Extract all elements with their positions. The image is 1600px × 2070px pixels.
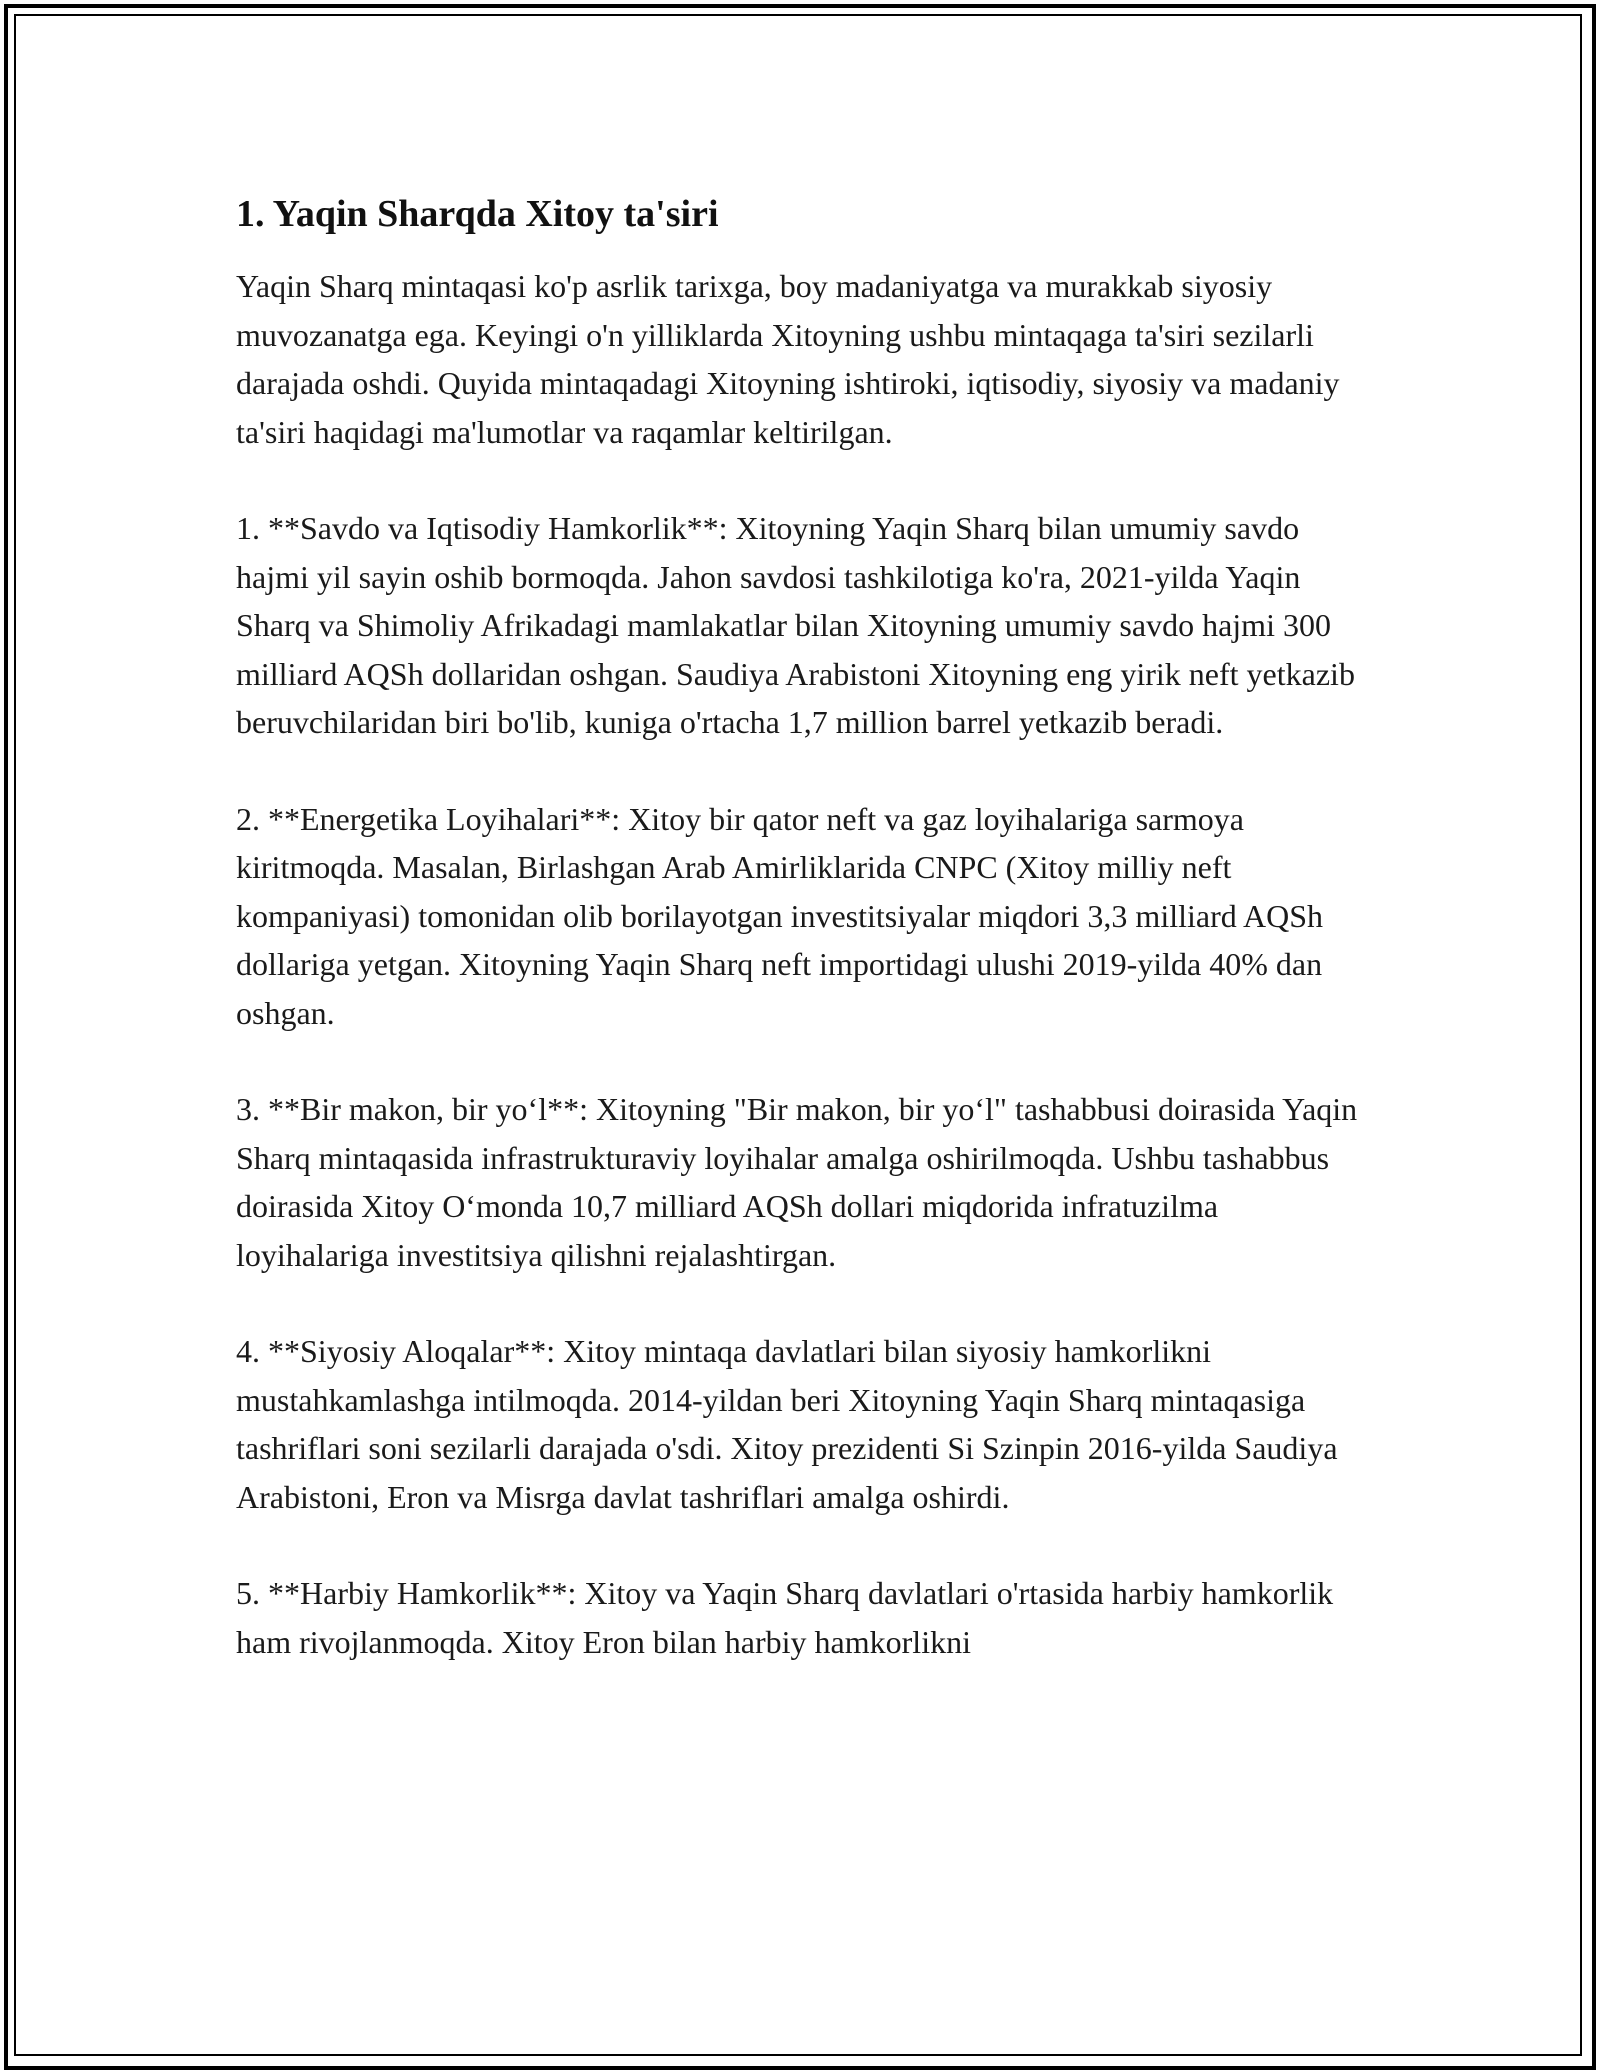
paragraph-energy-projects: 2. **Energetika Loyihalari**: Xitoy bir qator neft va gaz loyihalariga sarmoya kiritmoqda. Masalan, Birlashgan Arab Amirliklarida CNPC (Xitoy milliy neft kompaniyasi) tomonidan olib borilayotgan investitsiyalar miqdori 3,3 milliard AQSh dollariga yetgan. Xitoyning Yaqin Sharq neft importidagi ulushi 2019-yilda 40% dan oshgan.: [236, 800, 1323, 1031]
intro-paragraph: Yaqin Sharq mintaqasi ko'p asrlik tarixga, boy madaniyatga va murakkab siyosiy muvozanatga ega. Keyingi o'n yilliklarda Xitoyning ushbu mintaqaga ta'siri sezilarli darajada oshdi. Quyida mintaqadagi Xitoyning ishtiroki, iqtisodiy, siyosiy va madaniy ta'siri haqidagi ma'lumotlar va raqamlar keltirilgan.: [236, 268, 1340, 450]
paragraph-political-relations: 4. **Siyosiy Aloqalar**: Xitoy mintaqa davlatlari bilan siyosiy hamkorlikni mustahkamlashga intilmoqda. 2014-yildan beri Xitoyning Yaqin Sharq mintaqasiga tashriflari soni sezilarli darajada o'sdi. Xitoy prezidenti Si Szinpin 2016-yilda Saudiya Arabistoni, Eron va Misrga davlat tashriflari amalga oshirdi.: [236, 1333, 1338, 1515]
document-title: 1. Yaqin Sharqda Xitoy ta'siri: [236, 193, 719, 235]
paragraph-belt-and-road: 3. **Bir makon, bir yo‘l**: Xitoyning "Bir makon, bir yo‘l" tashabbusi doirasida Yaqin Sharq mintaqasida infrastrukturaviy loyihalar amalga oshirilmoqda. Ushbu tashabbus doirasida Xitoy O‘monda 10,7 milliard AQSh dollari miqdorida infratuzilma loyihalariga investitsiya qilishni rejalashtirgan.: [236, 1091, 1358, 1273]
document-body: [236, 186, 1376, 1714]
paragraph-military-cooperation: 5. **Harbiy Hamkorlik**: Xitoy va Yaqin Sharq davlatlari o'rtasida harbiy hamkorlik ham rivojlanmoqda. Xitoy Eron bilan harbiy hamkorlikni: [236, 1575, 1334, 1660]
paragraph-trade-cooperation: 1. **Savdo va Iqtisodiy Hamkorlik**: Xitoyning Yaqin Sharq bilan umumiy savdo hajmi yil sayin oshib bormoqda. Jahon savdosi tashkilotiga ko'ra, 2021-yilda Yaqin Sharq va Shimoliy Afrikadagi mamlakatlar bilan Xitoyning umumiy savdo hajmi 300 milliard AQSh dollaridan oshgan. Saudiya Arabistoni Xitoyning eng yirik neft yetkazib beruvchilaridan biri bo'lib, kuniga o'rtacha 1,7 million barrel yetkazib beradi.: [236, 510, 1355, 740]
